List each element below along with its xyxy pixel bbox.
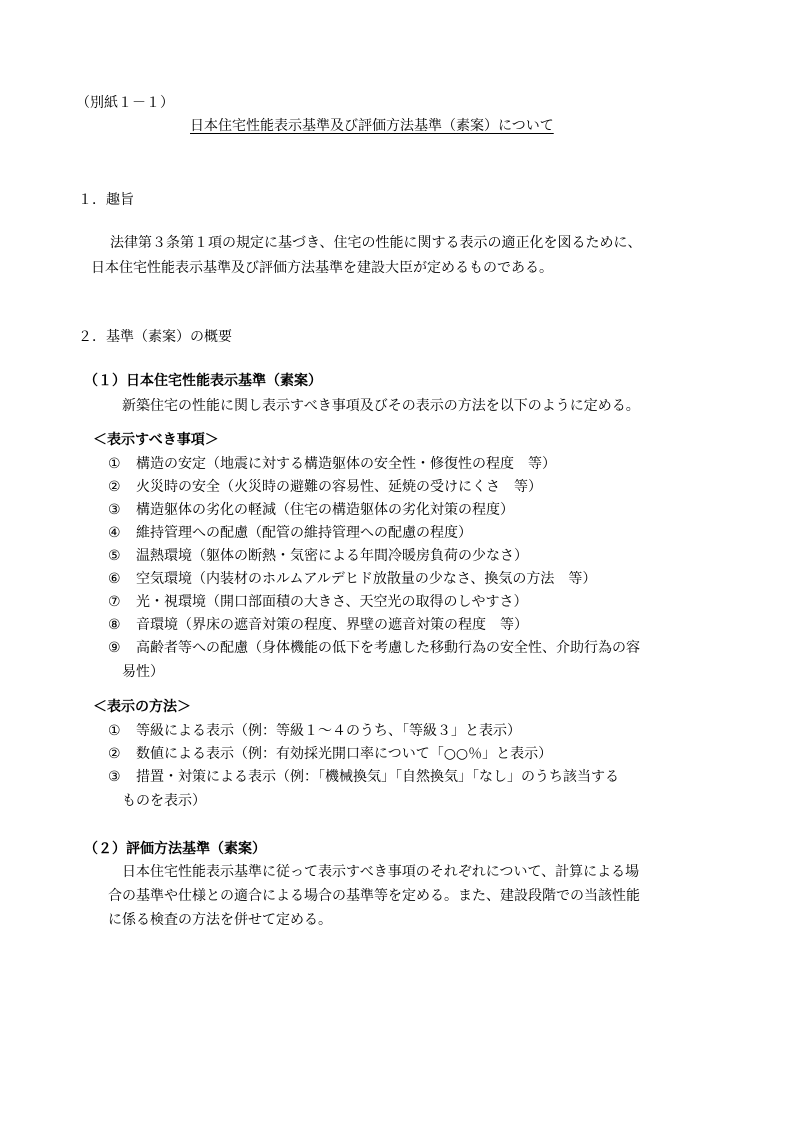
section1-para-line2: 日本住宅性能表示基準及び評価方法基準を建設大臣が定めるものである。 xyxy=(91,260,553,276)
list-item xyxy=(108,523,472,543)
list-item xyxy=(108,500,514,520)
item-number: ⑧ xyxy=(108,617,121,633)
item-text: 維持管理への配慮（配管の維持管理への配慮の程度） xyxy=(136,525,472,541)
item-number: ① xyxy=(108,456,121,472)
item-number: ④ xyxy=(108,525,121,541)
list-item xyxy=(108,615,528,635)
item-text: 高齢者等への配慮（身体機能の低下を考慮した移動行為の安全性、介助行為の容 xyxy=(136,640,640,656)
list-item xyxy=(108,638,640,658)
item-number: ⑦ xyxy=(108,594,121,610)
item-number: ② xyxy=(108,746,121,762)
list-item xyxy=(108,767,619,787)
item-text: 等級による表示（例：等級１～４のうち、「等級３」と表示） xyxy=(136,723,521,739)
item-number: ② xyxy=(108,479,121,495)
section1-heading: １．趣旨 xyxy=(78,192,134,208)
sub1-intro: 新築住宅の性能に関し表示すべき事項及びその表示の方法を以下のように定める。 xyxy=(122,398,640,414)
sub2-line2: 合の基準や仕様との適合による場合の基準等を定める。また、建設段階での当該性能 xyxy=(108,888,640,904)
item-text: 数値による表示（例：有効採光開口率について「○○％」と表示） xyxy=(136,746,553,762)
item-number: ⑤ xyxy=(108,548,121,564)
item-text: 空気環境（内装材のホルムアルデヒド放散量の少なさ、換気の方法 等） xyxy=(136,571,597,587)
list-item xyxy=(108,569,596,589)
document-title: 日本住宅性能表示基準及び評価方法基準（素案）について xyxy=(190,118,554,134)
item-text: 火災時の安全（火災時の避難の容易性、延焼の受けにくさ 等） xyxy=(136,479,542,495)
item-number: ⑥ xyxy=(108,571,121,587)
item-text: 音環境（界床の遮音対策の程度、界壁の遮音対策の程度 等） xyxy=(136,617,528,633)
item-text: 温熱環境（躯体の断熱・気密による年間冷暖房負荷の少なさ） xyxy=(136,548,528,564)
item-number: ③ xyxy=(108,502,121,518)
item-text: 措置・対策による表示（例：「機械換気」「自然換気」「なし」のうち該当する xyxy=(136,769,619,785)
item-number: ③ xyxy=(108,769,121,785)
item-number: ① xyxy=(108,723,121,739)
item-text: 構造の安定（地震に対する構造躯体の安全性・修復性の程度 等） xyxy=(136,456,556,472)
list-item xyxy=(108,592,527,612)
sub2-line3: に係る検査の方法を併せて定める。 xyxy=(108,912,332,928)
section2-heading: ２．基準（素案）の概要 xyxy=(78,329,232,345)
section1-para-line1: 法律第３条第１項の規定に基づき、住宅の性能に関する表示の適正化を図るために、 xyxy=(110,235,642,251)
list-item xyxy=(108,744,552,764)
list-item xyxy=(108,546,528,566)
methods-heading: ＜表示の方法＞ xyxy=(93,699,191,715)
item-text: 光・視環境（開口部面積の大きさ、天空光の取得のしやすさ） xyxy=(136,594,528,610)
attachment-label: （別紙１－１） xyxy=(76,95,174,111)
sub2-heading: （２）評価方法基準（素案） xyxy=(84,841,266,857)
item-number: ⑨ xyxy=(108,640,121,656)
sub1-heading: （１）日本住宅性能表示基準（素案） xyxy=(84,373,322,389)
list-item xyxy=(108,477,542,497)
list-item xyxy=(108,454,556,474)
list-item-continuation: ものを表示） xyxy=(122,793,206,809)
list-item-continuation: 易性） xyxy=(122,664,164,680)
item-text: 構造躯体の劣化の軽減（住宅の構造躯体の劣化対策の程度） xyxy=(136,502,514,518)
list-item xyxy=(108,721,521,741)
items-heading: ＜表示すべき事項＞ xyxy=(93,432,219,448)
sub2-line1: 日本住宅性能表示基準に従って表示すべき事項のそれぞれについて、計算による場 xyxy=(122,864,640,880)
